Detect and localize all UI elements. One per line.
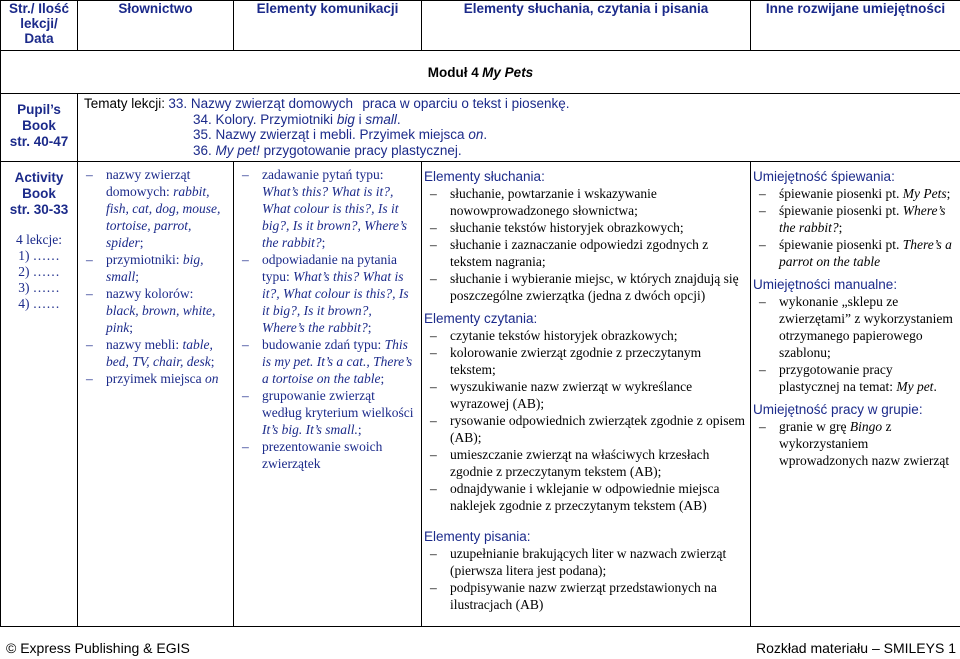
- writing-item: – podpisywanie nazw zwierząt przedstawionych na ilustracjach (AB): [424, 579, 746, 613]
- module-row: [1, 51, 960, 94]
- comm-answering: – odpowiadanie na pytania typu: What’s this? What is it?, What colour is this?, Is it big?, Is it brown?, Where’s the rabbit?;: [236, 251, 417, 336]
- activity-book-line: Activity: [14, 170, 64, 185]
- lesson-slot: 2) ……: [18, 264, 60, 279]
- vocab-colours: – nazwy kolorów: black, brown, white, pink;: [80, 285, 229, 336]
- vocab-pets: – nazwy zwierząt domowych: rabbit, fish, cat, dog, mouse, tortoise, parrot, spider;: [80, 166, 229, 251]
- topic-33: 33. Nazwy zwierząt domowych: [168, 96, 353, 111]
- group-item: – granie w grę Bingo z wykorzystaniem wprowadzonych nazw zwierząt: [753, 418, 956, 469]
- group-heading: Umiejętność pracy w grupie:: [753, 402, 923, 417]
- listening-heading: Elementy słuchania:: [424, 169, 545, 184]
- reading-item: – wyszukiwanie nazw zwierząt w wykreślance wyrazowej (AB);: [424, 378, 746, 412]
- listening-item: – słuchanie i zaznaczanie odpowiedzi zgodnych z tekstem nagrania;: [424, 236, 746, 270]
- pupils-book-line: Book: [22, 118, 56, 133]
- listening-item: – słuchanie i wybieranie miejsc, w których znajdują się poszczególne zwierzątka (jedna z dwóch opcji): [424, 270, 746, 304]
- reading-heading: Elementy czytania:: [424, 311, 538, 326]
- topic-36: 36. My pet! przygotowanie pracy plastycznej.: [193, 142, 462, 158]
- reading-item: – czytanie tekstów historyjek obrazkowych;: [424, 327, 746, 344]
- vocab-furniture: – nazwy mebli: table, bed, TV, chair, desk;: [80, 336, 229, 370]
- reading-item: – kolorowanie zwierząt zgodnie z przeczytanym tekstem;: [424, 344, 746, 378]
- singing-item: – śpiewanie piosenki pt. Where’s the rabbit?;: [753, 202, 956, 236]
- header-other-skills: Inne rozwijane umiejętności: [751, 1, 960, 51]
- singing-item: – śpiewanie piosenki pt. There’s a parrot on the table: [753, 236, 956, 270]
- topic-35: 35. Nazwy zwierząt i mebli. Przyimek miejsca on.: [193, 127, 488, 142]
- activity-book-line: Book: [22, 186, 56, 201]
- comm-asking: – zadawanie pytań typu: What’s this? What is it?, What colour is this?, Is it big?, Is it brown?, Where’s the rabbit?;: [236, 166, 417, 251]
- vocabulary-cell: [78, 162, 234, 627]
- topics-row: [1, 94, 960, 162]
- lesson-slot: 3) ……: [18, 280, 60, 295]
- lessons-label: 4 lekcje:: [15, 232, 63, 247]
- activity-book-cell: [1, 162, 78, 627]
- pupils-book-line: str. 40-47: [9, 134, 69, 149]
- manual-item: – przygotowanie pracy plastycznej na temat: My pet.: [753, 361, 956, 395]
- module-prefix: Moduł 4: [427, 65, 479, 80]
- footer-title: Rozkład materiału – SMILEYS 1: [756, 640, 956, 656]
- reading-item: – rysowanie odpowiednich zwierzątek zgodnie z opisem (AB);: [424, 412, 746, 446]
- header-lesson-count: [1, 1, 78, 51]
- vocab-preposition: – przyimek miejsca on: [80, 370, 229, 387]
- comm-presenting: – prezentowanie swoich zwierzątek: [236, 438, 417, 472]
- pupils-book-line: Pupil’s: [17, 102, 61, 117]
- module-name: My Pets: [482, 65, 534, 80]
- other-skills-cell: [751, 162, 960, 627]
- header-lesson-count-line: Str./ Ilość: [8, 1, 70, 16]
- header-row: [1, 1, 960, 51]
- topic-34: 34. Kolory. Przymiotniki big i small.: [193, 111, 401, 127]
- topic-33-rest: praca w oparciu o tekst i piosenkę.: [362, 96, 570, 111]
- communication-cell: [234, 162, 422, 627]
- module-title: [1, 51, 960, 94]
- header-skills: Elementy słuchania, czytania i pisania: [422, 1, 751, 51]
- header-vocabulary: Słownictwo: [78, 1, 234, 51]
- skills-cell: [422, 162, 751, 627]
- header-communication: Elementy komunikacji: [234, 1, 422, 51]
- listening-item: – słuchanie tekstów historyjek obrazkowych;: [424, 219, 746, 236]
- activity-book-line: str. 30-33: [9, 202, 69, 217]
- topics-label: Tematy lekcji:: [84, 96, 166, 111]
- comm-sentences: – budowanie zdań typu: This is my pet. It’s a cat., There’s a tortoise on the table;: [236, 336, 417, 387]
- reading-item: – umieszczanie zwierząt na właściwych krzesłach zgodnie z przeczytanym tekstem (AB);: [424, 446, 746, 480]
- comm-grouping: – grupowanie zwierząt według kryterium wielkości It’s big. It’s small.;: [236, 387, 417, 438]
- manual-heading: Umiejętności manualne:: [753, 277, 898, 292]
- lesson-slot: 4) ……: [18, 296, 60, 311]
- singing-item: – śpiewanie piosenki pt. My Pets;: [753, 185, 956, 202]
- activity-row: [1, 162, 960, 627]
- lesson-topics: [78, 94, 960, 162]
- singing-heading: Umiejętność śpiewania:: [753, 169, 895, 184]
- listening-item: – słuchanie, powtarzanie i wskazywanie nowowprowadzonego słownictwa;: [424, 185, 746, 219]
- header-lesson-count-line: lekcji/: [20, 16, 58, 31]
- page-footer: [0, 637, 960, 659]
- writing-heading: Elementy pisania:: [424, 529, 531, 544]
- manual-item: – wykonanie „sklepu ze zwierzętami” z wykorzystaniem otrzymanego papierowego szablonu;: [753, 293, 956, 361]
- writing-item: – uzupełnianie brakujących liter w nazwach zwierząt (pierwsza litera jest podana);: [424, 545, 746, 579]
- lesson-slot: 1) ……: [18, 248, 60, 263]
- vocab-adjectives: – przymiotniki: big, small;: [80, 251, 229, 285]
- header-lesson-count-line: Data: [24, 31, 54, 46]
- footer-copyright: © Express Publishing & EGIS: [6, 640, 190, 656]
- reading-item: – odnajdywanie i wklejanie w odpowiednie miejsca naklejek zgodnie z przeczytanym tekstem (AB): [424, 480, 746, 514]
- pupils-book-cell: [1, 94, 78, 162]
